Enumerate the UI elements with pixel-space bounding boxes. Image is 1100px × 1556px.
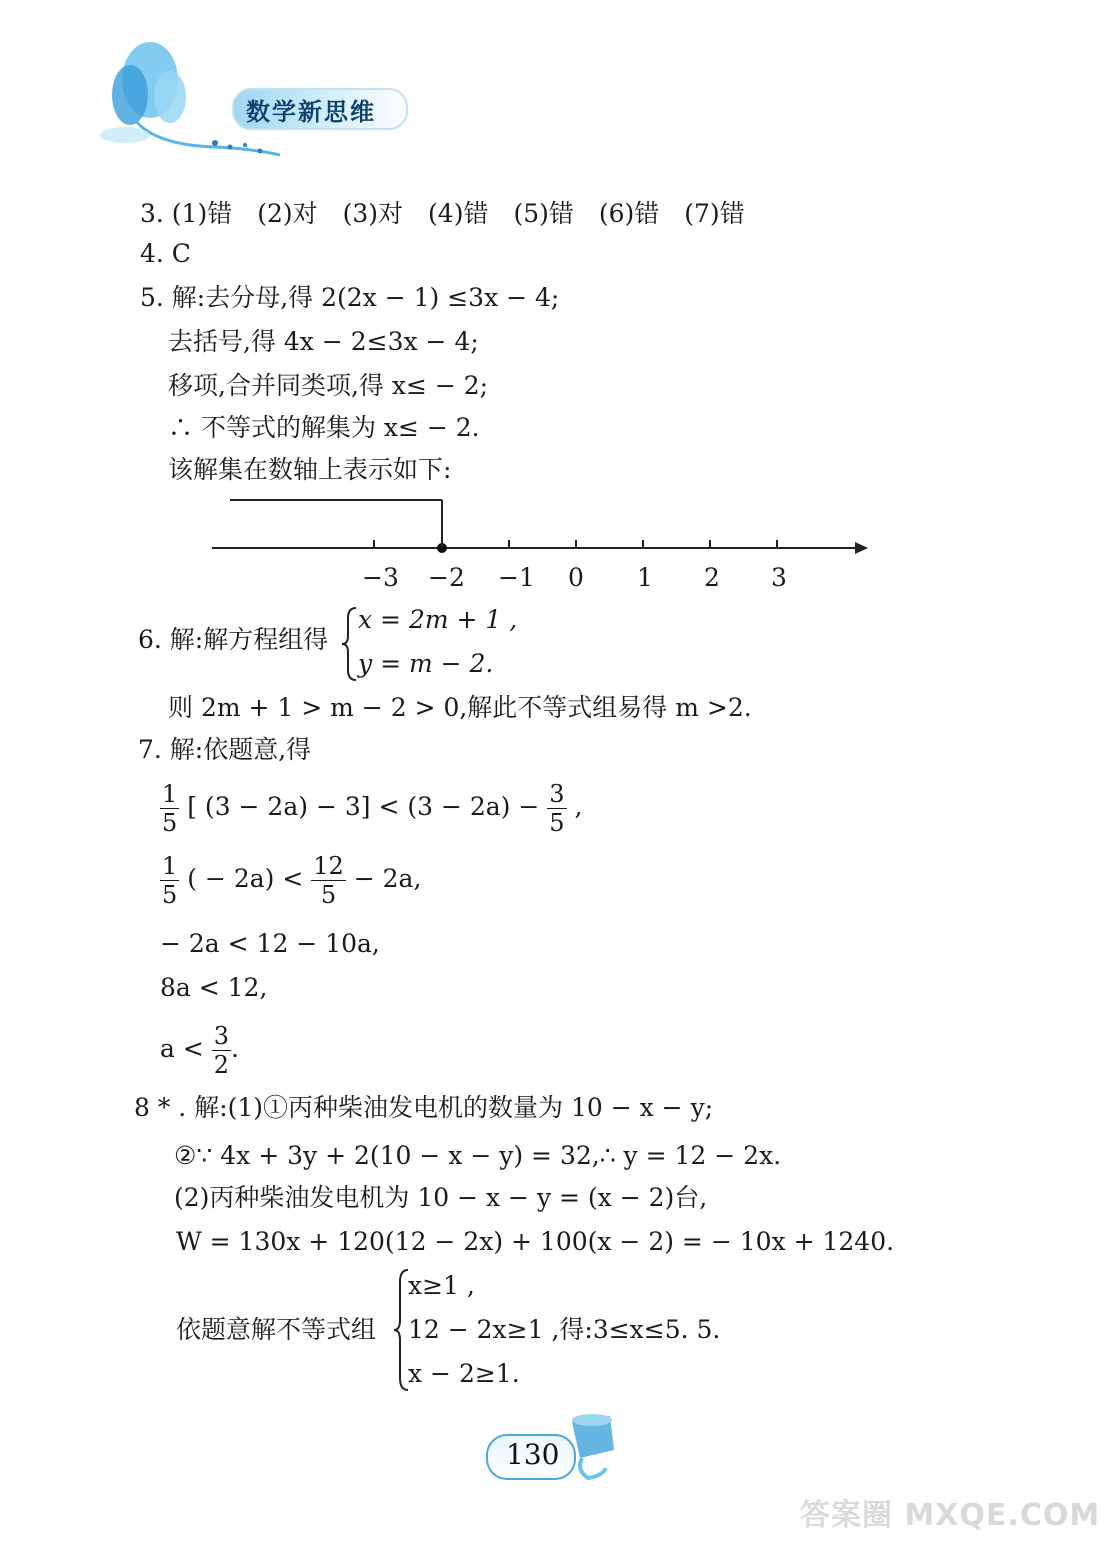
answer-8-system-prefix: 依题意解不等式组 (176, 1315, 377, 1344)
fraction: $\frac{1}{5}$ (162, 852, 178, 909)
system-eq-2: y = m − 2. (358, 649, 494, 678)
system-eq-1: x = 2m + 1 , (358, 605, 518, 634)
answer-7-line-2: $\frac{1}{5}$ [ (3 − 2a) − 3] < (3 − 2a) − $\frac{3}{5}$ , (162, 780, 583, 837)
watermark: 答案圈 MXQE.COM (800, 1498, 1100, 1533)
tick-label: −3 (362, 563, 399, 592)
fraction: $\frac{3}{5}$ (549, 780, 565, 837)
inequality-1: x≥1 , (408, 1271, 475, 1300)
fraction: $\frac{12}{5}$ (313, 852, 344, 909)
page-number: 130 (506, 1438, 560, 1471)
answer-5-line-2: 去括号,得 4x − 2≤3x − 4; (168, 327, 479, 356)
answer-6-prefix: 6. 解:解方程组得 (138, 625, 329, 654)
answer-5-line-3: 移项,合并同类项,得 x≤ − 2; (168, 371, 489, 400)
answer-7-line-4: − 2a < 12 − 10a, (160, 929, 380, 958)
inequality-2: 12 − 2x≥1 ,得:3≤x≤5. 5. (408, 1315, 721, 1344)
tick-label: 1 (637, 563, 653, 592)
fraction: $\frac{1}{5}$ (162, 780, 178, 837)
answer-7-line-6: a < $\frac{3}{2}$ . (160, 1022, 239, 1079)
tick-label: 0 (568, 563, 584, 592)
answer-4: 4. C (140, 239, 191, 268)
answer-5-line-5: 该解集在数轴上表示如下: (168, 455, 452, 484)
answer-8-line-1: 8 * . 解:(1)①丙种柴油发电机的数量为 10 − x − y; (134, 1093, 714, 1122)
tick-label: 3 (771, 563, 787, 592)
inequality-3: x − 2≥1. (408, 1359, 520, 1388)
answer-5-line-1: 5. 解:去分母,得 2(2x − 1) ≤3x − 4; (140, 283, 560, 312)
answer-5-line-4: ∴ 不等式的解集为 x≤ − 2. (168, 413, 480, 442)
answer-7-line-1: 7. 解:依题意,得 (138, 735, 312, 764)
fraction: $\frac{3}{2}$ (213, 1022, 230, 1079)
tick-label: −1 (498, 563, 535, 592)
book-title: 数学新思维 (246, 98, 376, 126)
brace (340, 606, 360, 682)
answer-7-line-3: $\frac{1}{5}$ ( − 2a) < $\frac{12}{5}$ − 2a, (162, 852, 422, 909)
answer-3: 3. (1)错 (2)对 (3)对 (4)错 (5)错 (6)错 (7)错 (140, 199, 745, 228)
answer-8-line-4: W = 130x + 120(12 − 2x) + 100(x − 2) = − 10x + 1240. (176, 1227, 895, 1256)
answer-8-line-3: (2)丙种柴油发电机为 10 − x − y = (x − 2)台, (174, 1183, 708, 1212)
tick-label: 2 (704, 563, 720, 592)
water-bucket-icon (562, 1412, 626, 1482)
answer-8-line-2: ②∵ 4x + 3y + 2(10 − x − y) = 32,∴ y = 12 − 2x. (174, 1141, 782, 1170)
answer-6-line-2: 则 2m + 1 > m − 2 > 0,解此不等式组易得 m >2. (168, 693, 752, 722)
answer-7-line-5: 8a < 12, (160, 973, 268, 1002)
tick-label: −2 (428, 563, 465, 592)
